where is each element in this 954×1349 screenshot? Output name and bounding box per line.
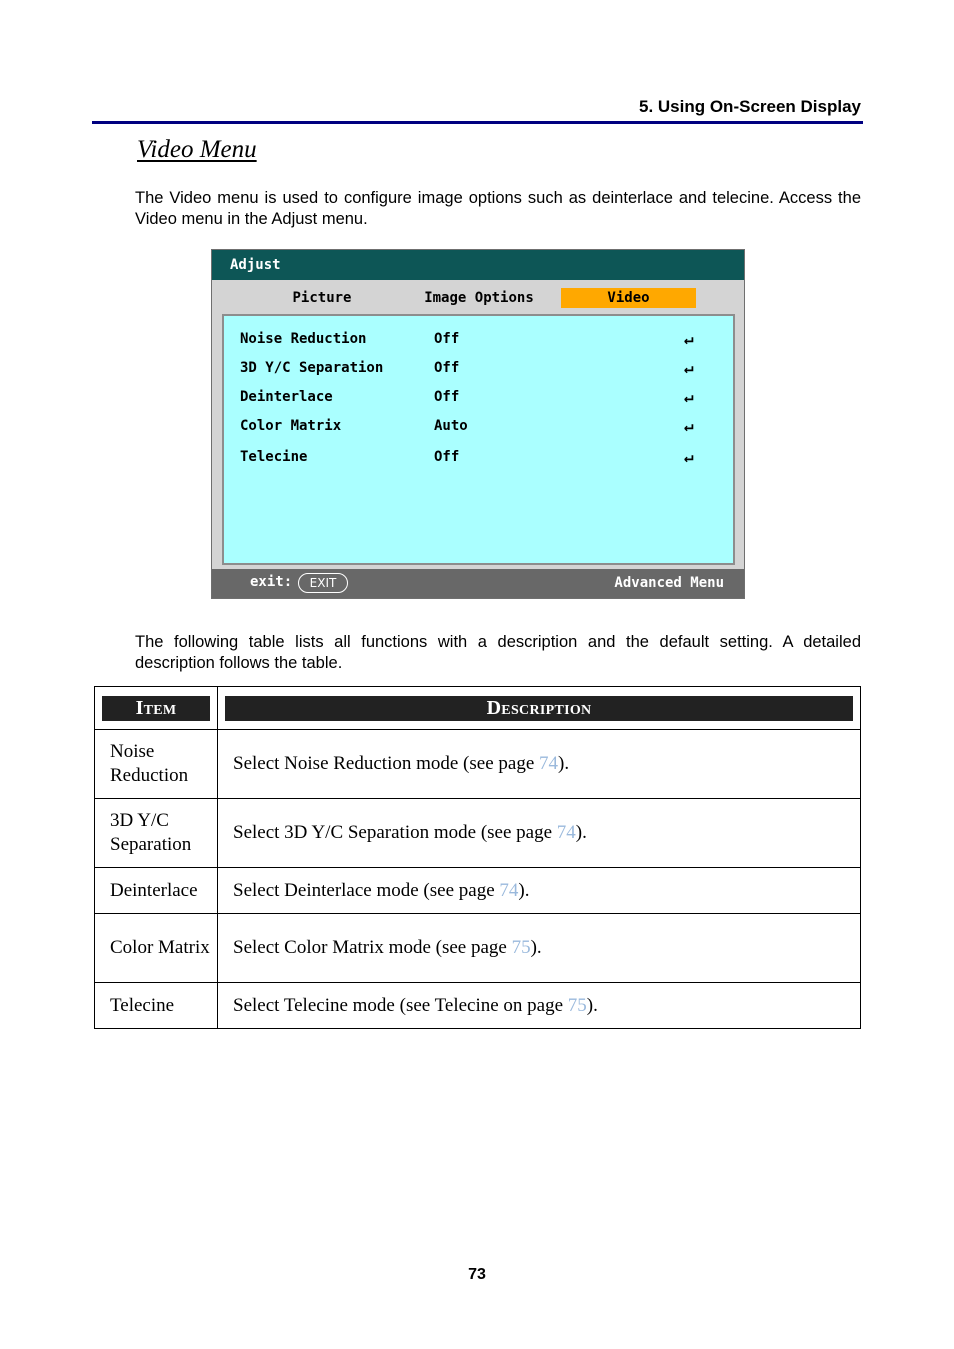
description-text: Select Telecine mode (see Telecine on page xyxy=(233,994,568,1016)
description-tail: ). xyxy=(518,879,530,901)
item-cell: Noise Reduction xyxy=(95,730,218,799)
header-rule xyxy=(92,121,863,124)
description-text: Select Noise Reduction mode (see page xyxy=(233,753,540,774)
header-cell-description xyxy=(218,687,861,730)
description-tail: ). xyxy=(586,994,598,1016)
osd-tab-bar xyxy=(212,280,744,314)
osd-menu-item[interactable] xyxy=(240,328,710,350)
table-row xyxy=(95,868,861,914)
description-text: Select Color Matrix mode (see page xyxy=(233,937,512,958)
osd-menu-item[interactable] xyxy=(240,415,710,437)
header-label-description: Description xyxy=(225,696,853,721)
osd-item-value: Off xyxy=(434,331,460,347)
osd-screenshot xyxy=(211,249,745,599)
item-cell: Telecine xyxy=(95,983,218,1029)
intro-paragraph: The Video menu is used to configure image options such as deinterlace and telecine. Access the Video menu in the Adjust menu. xyxy=(135,189,861,228)
osd-title-bar: Adjust xyxy=(212,250,744,280)
enter-arrow-icon: ↵ xyxy=(684,387,694,406)
osd-exit-label: exit: xyxy=(250,574,293,590)
osd-tab-picture[interactable]: Picture xyxy=(292,290,352,306)
item-cell: 3D Y/C Separation xyxy=(95,799,218,868)
osd-advanced-menu[interactable]: Advanced Menu xyxy=(614,575,724,591)
table-row xyxy=(95,799,861,868)
description-cell xyxy=(218,730,861,799)
enter-arrow-icon: ↵ xyxy=(684,329,694,348)
page-link[interactable]: 75 xyxy=(511,937,531,958)
section-title: Video Menu xyxy=(137,136,257,163)
page-link[interactable]: 74 xyxy=(499,879,519,901)
enter-arrow-icon: ↵ xyxy=(684,416,694,435)
table-row xyxy=(95,914,861,983)
description-tail: ). xyxy=(575,822,587,843)
osd-menu-item[interactable] xyxy=(240,357,710,379)
description-cell xyxy=(218,914,861,983)
osd-menu-item[interactable] xyxy=(240,386,710,408)
osd-item-value: Off xyxy=(434,360,460,376)
table-row xyxy=(95,730,861,799)
page-link[interactable]: 74 xyxy=(539,753,559,774)
table-intro-paragraph: The following table lists all functions with a description and the default setting. A detailed description follows the table. xyxy=(135,633,861,672)
osd-item-label: Deinterlace xyxy=(240,389,333,405)
header-cell-item xyxy=(95,687,218,730)
description-tail: ). xyxy=(558,753,570,774)
osd-item-value: Off xyxy=(434,449,460,465)
osd-exit-button[interactable]: EXIT xyxy=(298,573,348,593)
osd-item-label: Color Matrix xyxy=(240,418,342,434)
description-text: Select Deinterlace mode (see page xyxy=(233,879,500,901)
page-link[interactable]: 74 xyxy=(556,822,576,843)
osd-item-label: Noise Reduction xyxy=(240,331,367,347)
osd-menu-panel xyxy=(222,314,735,565)
page-link[interactable]: 75 xyxy=(567,994,587,1016)
description-tail: ). xyxy=(530,937,542,958)
header-label-item: Item xyxy=(102,696,210,721)
enter-arrow-icon: ↵ xyxy=(684,358,694,377)
section-header: 5. Using On-Screen Display xyxy=(638,97,861,116)
osd-item-value: Off xyxy=(434,389,460,405)
osd-tab-video[interactable]: Video xyxy=(561,288,696,308)
osd-item-value: Auto xyxy=(434,418,468,434)
item-cell: Deinterlace xyxy=(95,868,218,914)
item-cell: Color Matrix xyxy=(95,914,218,983)
enter-arrow-icon: ↵ xyxy=(684,447,694,466)
osd-item-label: Telecine xyxy=(240,449,308,465)
description-cell xyxy=(218,868,861,914)
osd-item-label: 3D Y/C Separation xyxy=(240,360,384,376)
osd-tab-image-options[interactable]: Image Options xyxy=(424,290,534,306)
page-number: 73 xyxy=(468,1266,486,1283)
function-table xyxy=(94,686,861,1029)
description-text: Select 3D Y/C Separation mode (see page xyxy=(233,822,557,843)
description-cell xyxy=(218,799,861,868)
table-row xyxy=(95,983,861,1029)
osd-footer xyxy=(212,569,744,598)
description-cell xyxy=(218,983,861,1029)
table-header-row xyxy=(95,687,861,730)
osd-menu-item[interactable] xyxy=(240,446,710,468)
